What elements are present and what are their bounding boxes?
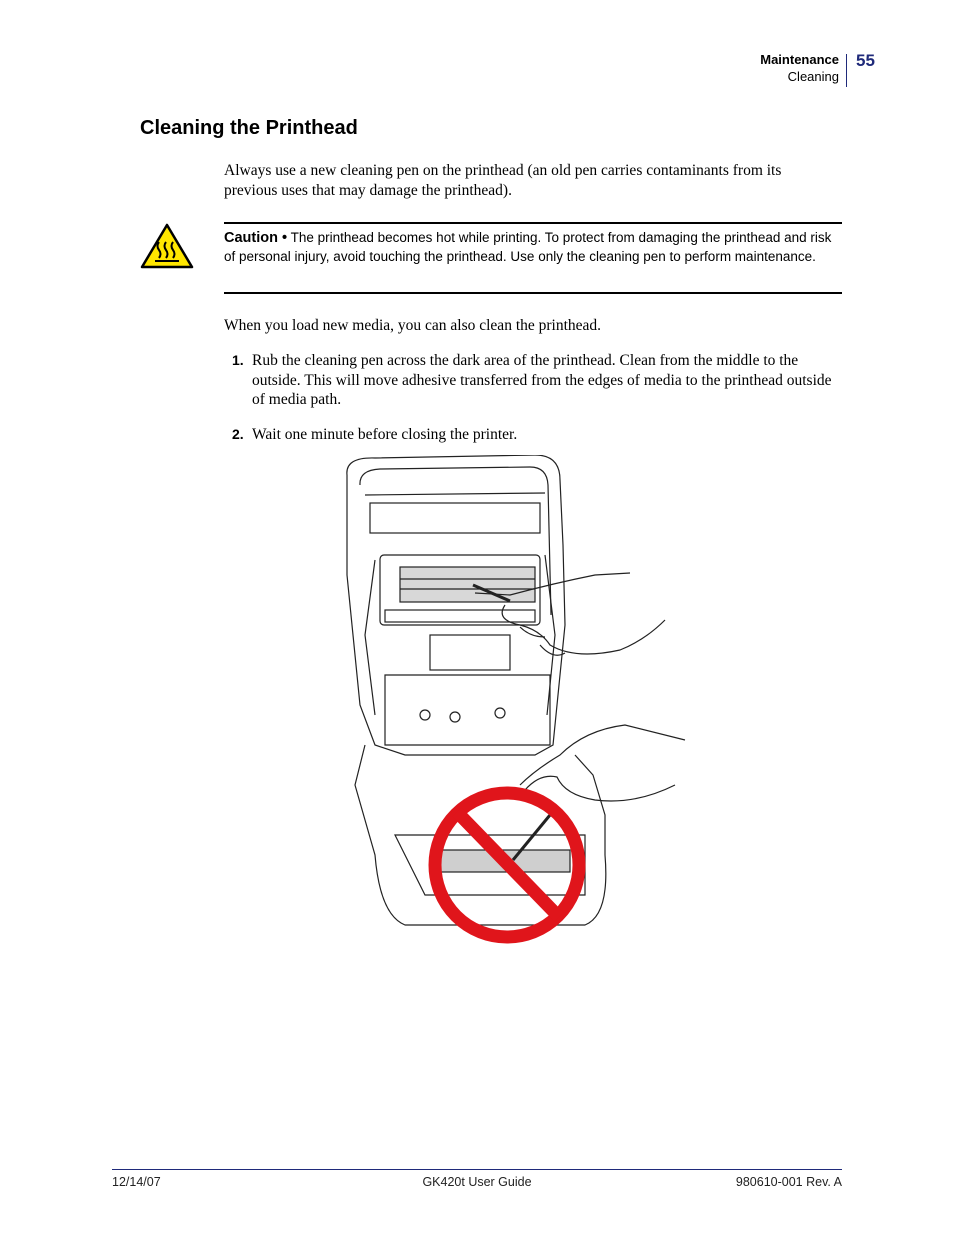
- header-divider: [846, 54, 847, 87]
- printhead-cleaning-illustration: [335, 455, 695, 955]
- footer-divider: [112, 1169, 842, 1170]
- header-subsection: Cleaning: [787, 69, 839, 84]
- caution-label: Caution •: [224, 230, 288, 246]
- step-1: [232, 351, 832, 410]
- step-text: Rub the cleaning pen across the dark area of the printhead. Clean from the middle to the outside. This will move adhesive transferred from the edges of media to the printhead outside of media path.: [252, 352, 832, 408]
- header-section: Maintenance: [760, 52, 839, 67]
- step-text: Wait one minute before closing the printer.: [252, 426, 518, 443]
- lead-paragraph: When you load new media, you can also clean the printhead.: [224, 317, 602, 334]
- step-2: [232, 425, 832, 445]
- step-number: 1.: [232, 352, 244, 368]
- hot-surface-warning-icon: [140, 222, 194, 270]
- intro-paragraph: Always use a new cleaning pen on the printhead (an old pen carries contaminants from its previous uses that may damage the printhead).: [224, 162, 782, 199]
- page-title: Cleaning the Printhead: [140, 117, 358, 139]
- caution-box: [224, 222, 842, 294]
- footer-guide-title: GK420t User Guide: [422, 1175, 532, 1189]
- page-number: 55: [856, 51, 875, 70]
- footer-doc-number: 980610-001 Rev. A: [735, 1175, 842, 1189]
- caution-message: [224, 229, 834, 266]
- step-number: 2.: [232, 426, 244, 442]
- caution-text: The printhead becomes hot while printing. To protect from damaging the printhead and risk of personal injury, avoid touching the printhead. Use only the cleaning pen to perform maintenance.: [224, 230, 832, 264]
- footer-date: 12/14/07: [112, 1175, 161, 1189]
